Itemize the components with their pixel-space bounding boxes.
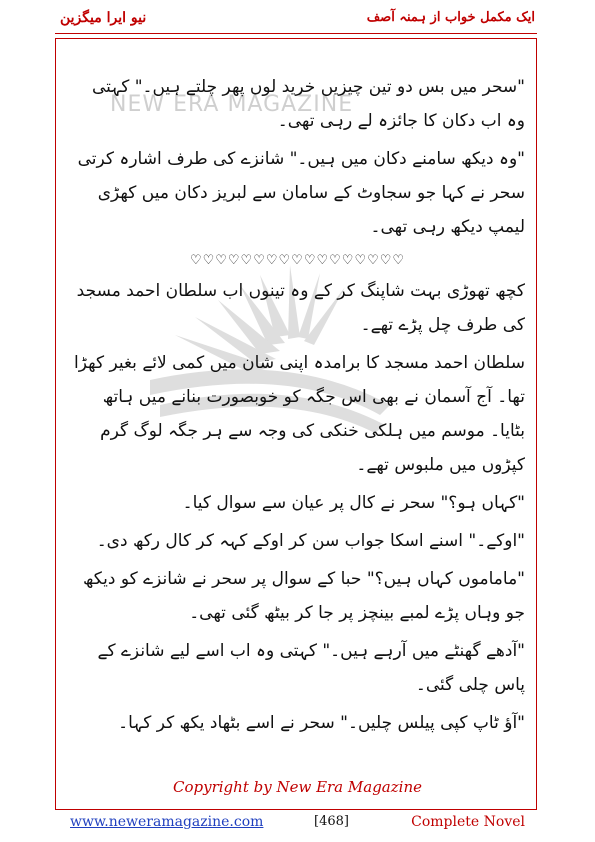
page-header	[60, 8, 535, 34]
heart-divider: ♡♡♡♡♡♡♡♡♡♡♡♡♡♡♡♡♡	[189, 253, 406, 268]
page-footer	[60, 814, 525, 836]
website-link[interactable]: www.neweramagazine.com	[70, 814, 264, 830]
article-body	[70, 70, 525, 744]
magazine-name: نیو ایرا میگزین	[60, 10, 147, 26]
paragraph: "ماماموں کہاں ہیں؟" حبا کے سوال پر سحر نے شانزے کو دیکھ جو وہاں پڑے لمبے بینچز پر جا کر بیٹھ گئی تھی۔	[83, 569, 525, 623]
paragraph: کچھ تھوڑی بہت شاپنگ کر کے وہ تینوں اب سلطان احمد مسجد کی طرف چل پڑے تھے۔	[76, 281, 525, 335]
paragraph: "آدھے گھنٹے میں آرہے ہیں۔" کہتی وہ اب اسے لیے شانزے کے پاس چلی گئی۔	[97, 641, 525, 695]
header-divider	[55, 33, 537, 34]
novel-title: ایک مکمل خواب از ہمنہ آصف	[366, 10, 535, 25]
paragraph: "آؤ ٹاپ کپی پیلس چلیں۔" سحر نے اسے بٹھاد یکھ کر کہا۔	[118, 713, 525, 733]
paragraph: "اوکے۔" اسنے اسکا جواب سن کر اوکے کہہ کر کال رکھ دی۔	[96, 531, 525, 551]
paragraph: سلطان احمد مسجد کا برامدہ اپنی شان میں کمی لائے بغیر کھڑا تھا۔ آج آسمان نے بھی اس جگہ کو خوبصورت بنانے میں ہاتھ بٹایا۔ موسم میں ہلکی خنکی کی وجہ سے ہر جگہ لوگ گرم کپڑوں میں ملبوس تھے۔	[74, 353, 525, 475]
paragraph: "سحر میں بس دو تین چیزیں خرید لوں پھر چلتے ہیں۔" کہتی وہ اب دکان کا جائزہ لے رہی تھی۔	[91, 77, 525, 131]
footer-label: Complete Novel	[411, 814, 525, 830]
paragraph: "کہاں ہو؟" سحر نے کال پر عیان سے سوال کیا۔	[182, 493, 525, 513]
copyright-notice: Copyright by New Era Magazine	[173, 778, 422, 796]
page-number: [468]	[314, 814, 349, 829]
paragraph: "وہ دیکھ سامنے دکان میں ہیں۔" شانزے کی طرف اشارہ کرتی سحر نے کہا جو سجاوٹ کے سامان سے لبریز دکان میں کھڑی لیمپ دیکھ رہی تھی۔	[77, 149, 525, 237]
watermark-text: NEW ERA MAGAZINE	[110, 92, 354, 117]
